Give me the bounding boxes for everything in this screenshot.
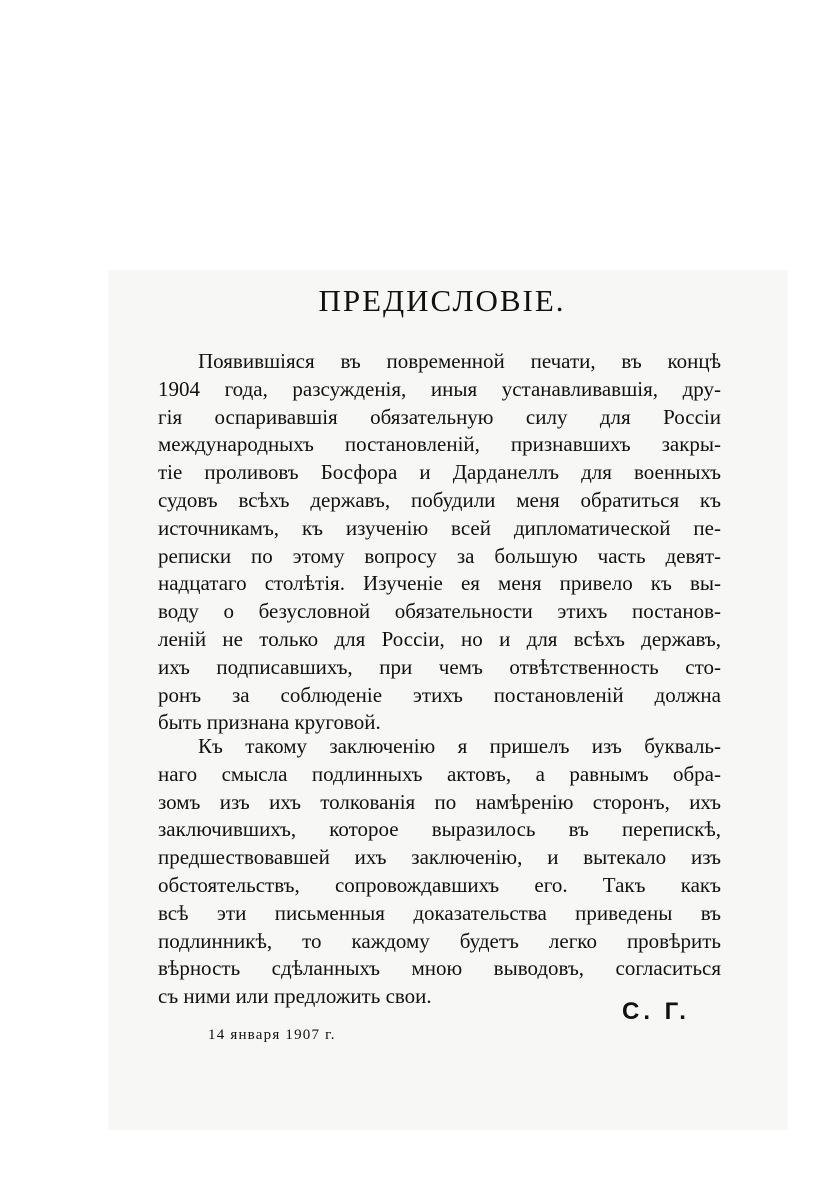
text-line: вѣрность сдѣланныхъ мною выводовъ, согласиться	[158, 956, 721, 981]
page-title: ПРЕДИСЛОВІЕ.	[318, 283, 566, 318]
text-line: зомъ изъ ихъ толкованія по намѣренію сторонъ, ихъ	[158, 789, 721, 814]
author-initials: С. Г.	[622, 998, 690, 1025]
text-line: быть признана круговой.	[158, 710, 381, 735]
text-line: судовъ всѣхъ державъ, побудили меня обратиться къ	[158, 487, 721, 512]
text-line: съ ними или предложить свои.	[158, 984, 432, 1009]
text-line: всѣ эти письменныя доказательства приведены въ	[158, 900, 721, 925]
text-line: гія оспаривавшія обязательную силу для Россіи	[158, 404, 721, 429]
text-line: надцатаго столѣтія. Изученіе ея меня привело къ вы-	[158, 571, 721, 596]
text-line: источникамъ, къ изученію всей дипломатической пе-	[158, 515, 721, 540]
text-line: воду о безусловной обязательности этихъ постанов-	[158, 599, 721, 624]
text-line: ихъ подписавшихъ, при чемъ отвѣтственность сто-	[158, 654, 721, 679]
text-line: реписки по этому вопросу за большую часть девят-	[158, 543, 721, 568]
paragraph-1	[158, 348, 721, 737]
text-line: подлинникѣ, то каждому будетъ легко провѣрить	[158, 928, 721, 953]
text-line: предшествовавшей ихъ заключенію, и вытекало изъ	[158, 845, 721, 870]
text-line: Появившіяся въ повременной печати, въ концѣ	[198, 349, 721, 373]
text-line: 1904 года, разсужденія, иныя устанавливавшія, дру-	[158, 376, 721, 401]
text-line: наго смысла подлинныхъ актовъ, а равнымъ обра-	[158, 761, 721, 786]
text-line: обстоятельствъ, сопровождавшихъ его. Такъ какъ	[158, 872, 721, 897]
text-line: Къ такому заключенію я пришелъ изъ букваль-	[198, 734, 721, 758]
text-line: международныхъ постановленій, признавшихъ закры-	[158, 432, 721, 457]
text-line: леній не только для Россіи, но и для всѣхъ державъ,	[158, 626, 721, 651]
text-line: ронъ за соблюденіе этихъ постановленій должна	[158, 682, 721, 707]
paragraph-2	[158, 733, 721, 1011]
text-line: тіе проливовъ Босфора и Дарданеллъ для военныхъ	[158, 460, 721, 485]
date-line: 14 января 1907 г.	[208, 1027, 336, 1043]
text-line: заключившихъ, которое выразилось въ перепискѣ,	[158, 817, 721, 842]
